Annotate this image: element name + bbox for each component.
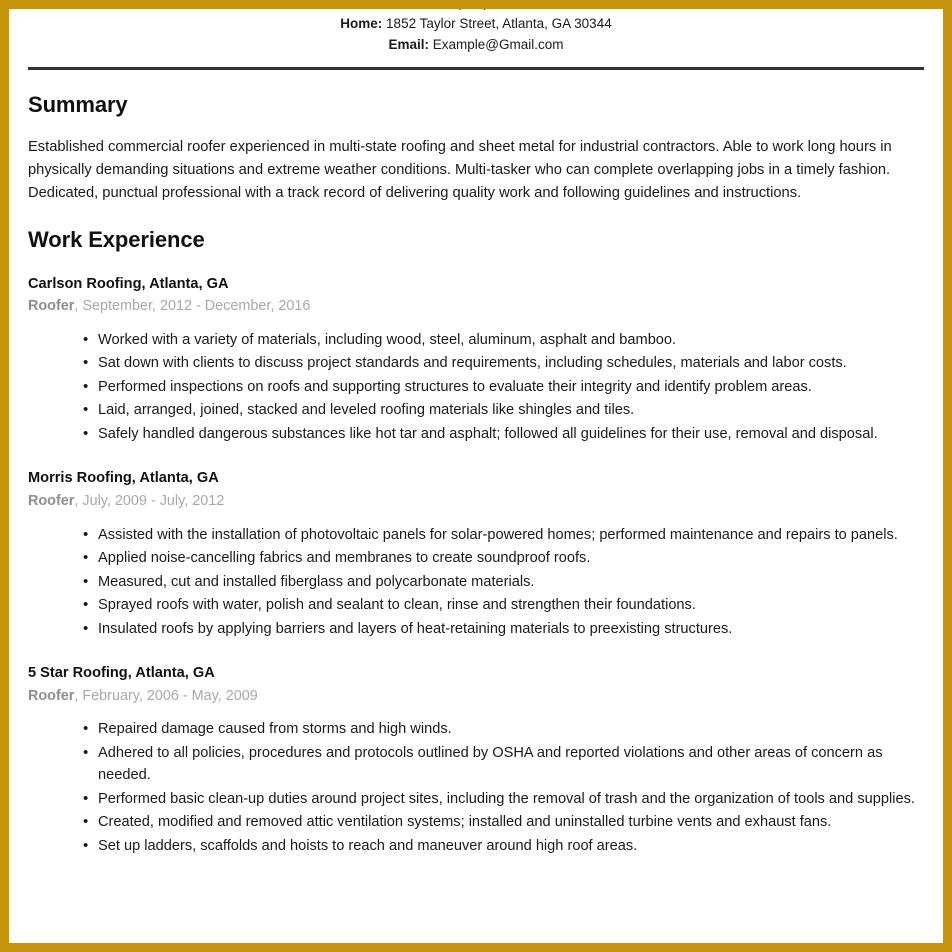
contact-label-email: Email: <box>388 36 429 52</box>
header-divider <box>28 67 924 70</box>
job-bullet: • Adhered to all policies, procedures and protocols outlined by OSHA and reported violations and other areas of concern as needed. <box>28 742 924 787</box>
job-bullet: • Performed inspections on roofs and supporting structures to evaluate their integrity and identify problem areas. <box>28 376 924 398</box>
resume-content <box>9 0 943 858</box>
contact-value-phone: (555)754-9008 <box>456 0 546 10</box>
job-role: Roofer <box>28 687 75 704</box>
job-bullet: • Measured, cut and installed fiberglass and polycarbonate materials. <box>28 571 924 593</box>
job-bullet: • Applied noise-cancelling fabrics and membranes to create soundproof roofs. <box>28 547 924 569</box>
job-role: Roofer <box>28 492 75 509</box>
job-bullet: • Set up ladders, scaffolds and hoists to reach and maneuver around high roof areas. <box>28 835 924 857</box>
contact-header <box>19 0 933 56</box>
job-bullet: • Laid, arranged, joined, stacked and leveled roofing materials like shingles and tiles. <box>28 399 924 421</box>
job-dates: , July, 2009 - July, 2012 <box>74 492 225 509</box>
job-role: Roofer <box>28 298 75 315</box>
job-company: Morris Roofing, Atlanta, GA <box>28 470 219 487</box>
job-bullet: • Sat down with clients to discuss project standards and requirements, including schedules, materials and labor costs. <box>28 352 924 374</box>
contact-label-phone: Phone: <box>406 0 453 10</box>
job-bullet: • Worked with a variety of materials, including wood, steel, aluminum, asphalt and bamboo. <box>28 329 924 351</box>
contact-label-home: Home: <box>340 15 383 31</box>
job-company: 5 Star Roofing, Atlanta, GA <box>28 665 215 682</box>
job-bullet: • Insulated roofs by applying barriers and layers of heat-retaining materials to preexisting structures. <box>28 618 924 640</box>
summary-section <box>19 92 933 205</box>
contact-value-email: Example@Gmail.com <box>432 36 564 52</box>
contact-line-email <box>19 35 933 56</box>
work-experience-heading: Work Experience <box>28 226 205 252</box>
job-meta <box>28 687 924 706</box>
job-bullet: • Created, modified and removed attic ventilation systems; installed and uninstalled turbine vents and exhaust fans. <box>28 811 924 833</box>
job-meta <box>28 492 924 511</box>
summary-heading: Summary <box>28 91 128 117</box>
contact-line-phone <box>19 0 933 14</box>
job-bullet: • Sprayed roofs with water, polish and sealant to clean, rinse and strengthen their foundations. <box>28 594 924 616</box>
job-bullet: • Safely handled dangerous substances like hot tar and asphalt; followed all guidelines for their use, removal and disposal. <box>28 423 924 445</box>
job-bullet-list <box>28 718 924 857</box>
job-entry <box>28 275 924 446</box>
job-bullet-list <box>28 524 924 640</box>
job-entry <box>28 664 924 857</box>
job-bullet: • Assisted with the installation of photovoltaic panels for solar-powered homes; performed maintenance and repairs to panels. <box>28 524 924 546</box>
job-company: Carlson Roofing, Atlanta, GA <box>28 275 229 292</box>
job-bullet-list <box>28 329 924 445</box>
job-bullet: • Performed basic clean-up duties around project sites, including the removal of trash and the organization of tools and supplies. <box>28 788 924 810</box>
work-experience-section <box>19 227 933 858</box>
job-entry <box>28 469 924 640</box>
job-bullet: • Repaired damage caused from storms and high winds. <box>28 718 924 740</box>
summary-paragraph: Established commercial roofer experienced in multi-state roofing and sheet metal for industrial contractors. Able to work long hours in physically demanding situations and extreme weather conditions. Multi-tasker who can complete overlapping jobs in a timely fashion. Dedicated, punctual professional with a track record of delivering quality work and following guidelines and instructions. <box>28 138 892 201</box>
job-dates: , February, 2006 - May, 2009 <box>74 687 258 704</box>
contact-value-home: 1852 Taylor Street, Atlanta, GA 30344 <box>386 15 612 31</box>
contact-line-home <box>19 14 933 35</box>
job-meta <box>28 297 924 316</box>
job-dates: , September, 2012 - December, 2016 <box>74 298 311 315</box>
